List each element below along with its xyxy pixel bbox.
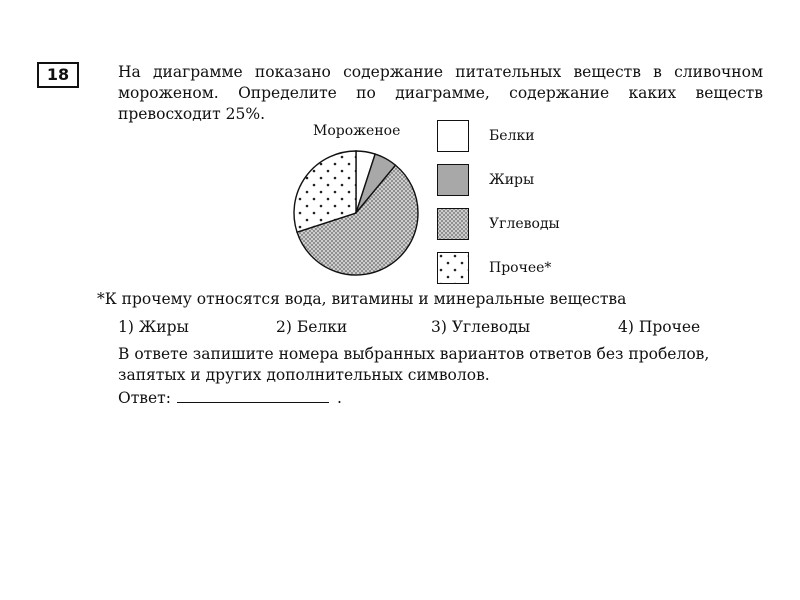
legend-swatch-white (437, 120, 469, 152)
question-number: 18 (37, 62, 79, 88)
answer-field[interactable] (177, 388, 329, 403)
instruction-text: В ответе запишите номера выбранных вариантов ответов без пробелов, запятых и других дополнительных символов. (118, 345, 710, 384)
legend-label: Белки (489, 128, 535, 144)
answer-suffix: . (336, 389, 342, 407)
option-3: 3) Углеводы (431, 318, 531, 336)
option-1: 1) Жиры (118, 318, 189, 336)
answer-options (118, 318, 758, 340)
legend-label: Прочее* (489, 260, 552, 276)
pie-chart (290, 147, 422, 279)
legend-label: Углеводы (489, 216, 560, 232)
option-2: 2) Белки (276, 318, 348, 336)
footnote: *К прочему относятся вода, витамины и минеральные вещества (97, 290, 627, 308)
answer-label: Ответ: (118, 389, 171, 407)
question-text: На диаграмме показано содержание питательных веществ в сливочном мороженом. Определите по диаграмме, содержание каких веществ превосходит 25%. (118, 63, 763, 123)
answer-row (118, 388, 342, 407)
legend-swatch-grey (437, 164, 469, 196)
chart-title: Мороженое (313, 123, 401, 139)
legend-label: Жиры (489, 172, 535, 188)
legend-swatch-dots (437, 252, 469, 284)
option-4: 4) Прочее (618, 318, 701, 336)
legend-swatch-crosshatch (437, 208, 469, 240)
